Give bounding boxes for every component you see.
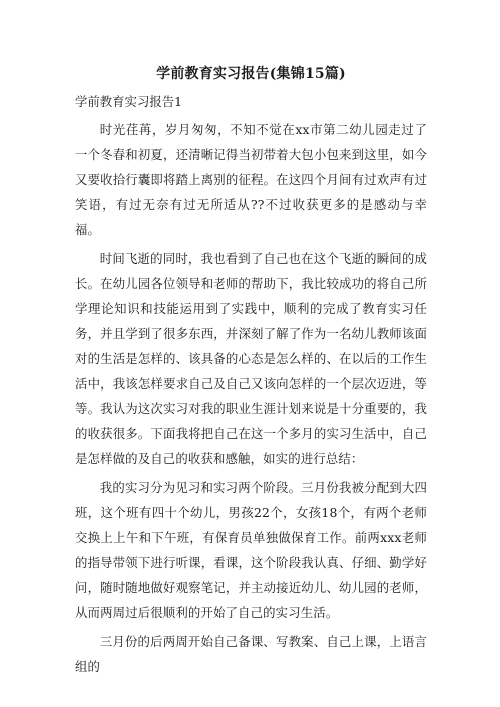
- section-heading: 学前教育实习报告1: [75, 94, 183, 109]
- paragraph-2: 时间飞逝的同时，我也看到了自己也在这个飞逝的瞬间的成长。在幼儿园各位领导和老师的帮助下，我比较成功的将自己所学理论知识和技能运用到了实践中，顺利的完成了教育实习任务，并且学到了很多东西，并深刻了解了作为一名幼儿教师该面对的生活是怎样的、该具备的心态是怎么样的、在以后的工作生活中，我该怎样要求自己及自己又该向怎样的一个层次迈进，等等。我认为这次实习对我的职业生涯计划来说是十分重要的，我的收获很多。下面我将把自己在这一个多月的实习生活中，自己是怎样做的及自己的收获和感触，如实的进行总结：: [75, 251, 427, 466]
- document-title: 学前教育实习报告(集锦15篇): [156, 66, 346, 82]
- paragraph-1: 时光荏苒，岁月匆匆，不知不觉在xx市第二幼儿园走过了一个冬春和初夏，还清晰记得当初带着大包小包来到这里，如今又要收拾行囊即将踏上离别的征程。在这四个月间有过欢声有过笑语，有过无奈有过无所适从??不过收获更多的是感动与幸福。: [75, 122, 427, 237]
- paragraph-3: 我的实习分为见习和实习两个阶段。三月份我被分配到大四班，这个班有四十个幼儿，男孩22个，女孩18个，有两个老师交换上上午和下午班，有保育员单独做保育工作。前两xxx老师的指导带领下进行听课，看课，这个阶段我认真、仔细、勤学好问，随时随地做好观察笔记，并主动接近幼儿、幼儿园的老师，从而两周过后很顺利的开始了自己的实习生活。: [75, 480, 427, 620]
- paragraph-4: 三月份的后两周开始自己备课、写教案、自己上课，上语言组的: [75, 634, 427, 674]
- document-page: [75, 64, 427, 683]
